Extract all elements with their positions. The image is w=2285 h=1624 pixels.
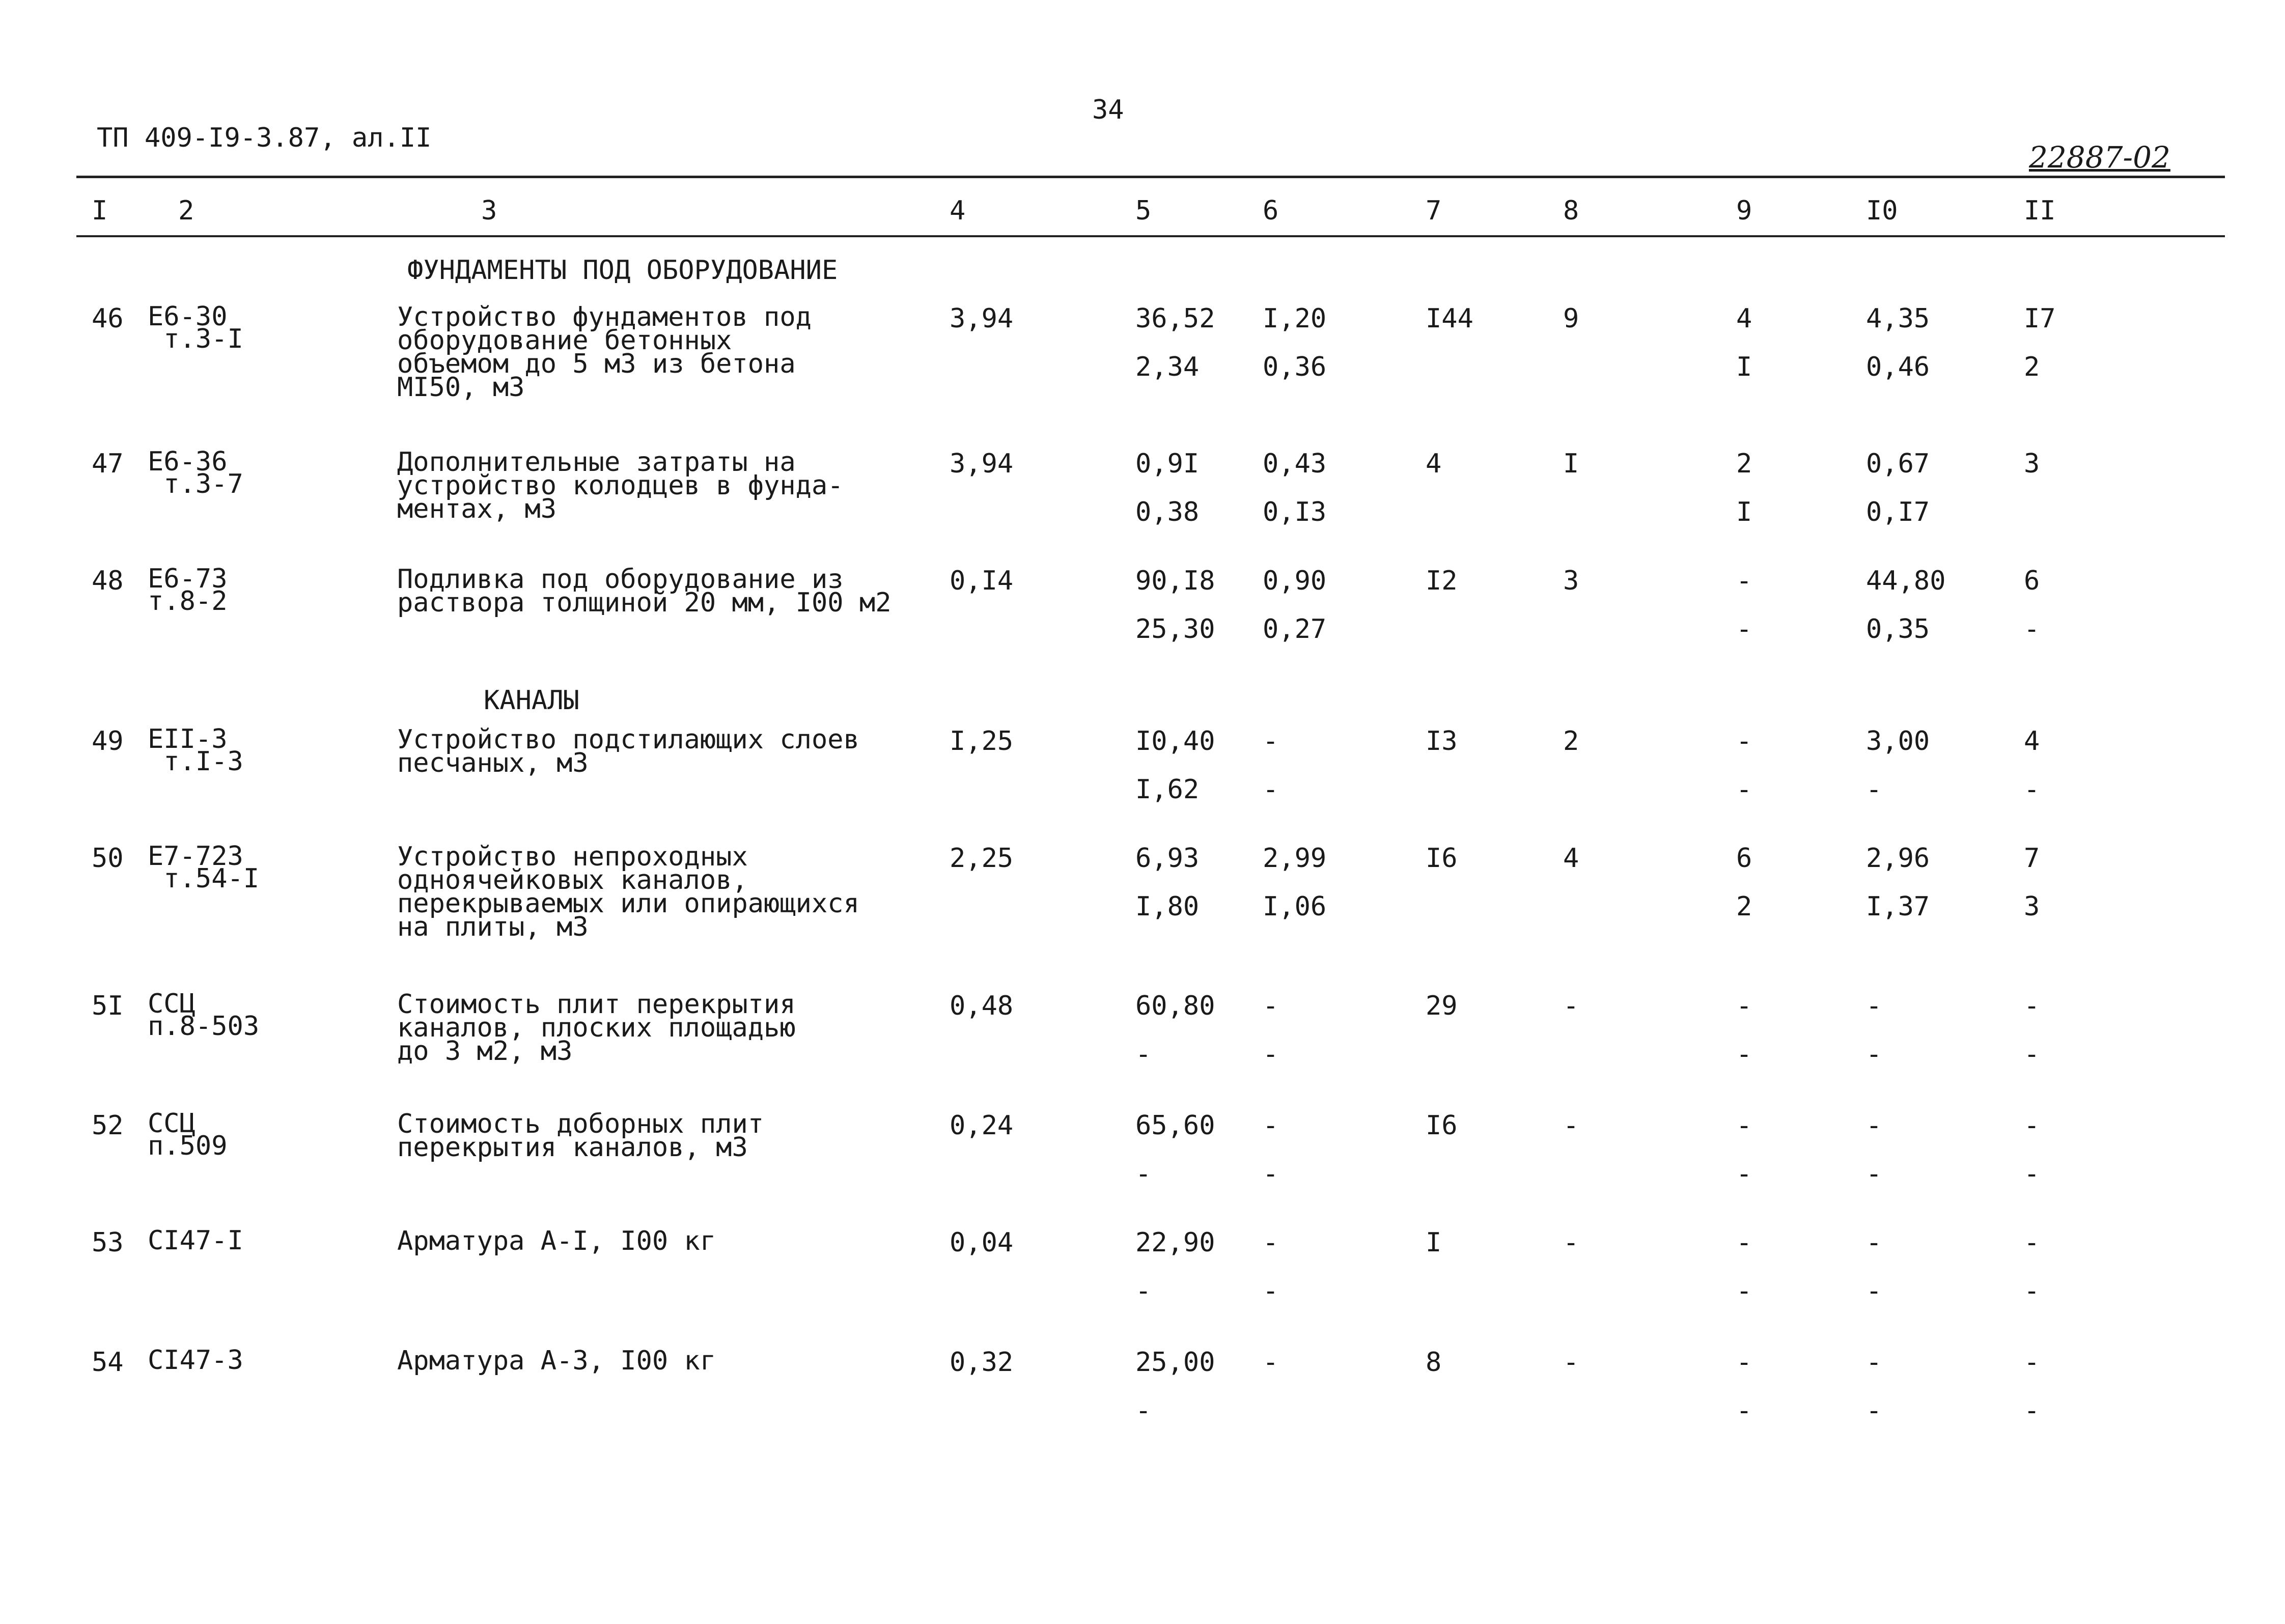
col-4-value: 0,32 — [950, 1347, 1014, 1378]
col-4-value: 2,25 — [950, 843, 1014, 874]
row-number: 54 — [92, 1347, 124, 1378]
col-10-subvalue: - — [1866, 1039, 1882, 1070]
col-6-value: - — [1263, 1347, 1279, 1378]
col-5-value: 60,80 — [1135, 991, 1215, 1021]
col-11-subvalue: - — [2024, 774, 2040, 805]
work-description: Устройство подстилающих слоев песчаных, м3 — [397, 724, 859, 778]
col-11-subvalue: 3 — [2024, 891, 2040, 922]
work-description: Арматура А-I, I00 кг — [397, 1226, 716, 1256]
col-5-subvalue: 2,34 — [1135, 352, 1200, 382]
col-5-value: 22,90 — [1135, 1227, 1215, 1258]
column-header-10: I0 — [1866, 195, 1898, 226]
col-5-subvalue: - — [1135, 1276, 1152, 1306]
table-row — [0, 841, 2285, 942]
col-11-value: 4 — [2024, 726, 2040, 757]
col-8-value: - — [1563, 1347, 1579, 1378]
table-row — [0, 1345, 2285, 1426]
col-10-value: 3,00 — [1866, 726, 1930, 757]
col-10-value: - — [1866, 991, 1882, 1021]
row-number: 49 — [92, 726, 124, 757]
col-9-subvalue: - — [1736, 1276, 1752, 1306]
rate-code: Е7-723 т.54-I — [148, 841, 260, 894]
col-11-value: - — [2024, 1347, 2040, 1378]
col-6-subvalue: - — [1263, 1276, 1279, 1306]
row-number: 53 — [92, 1227, 124, 1258]
col-6-subvalue: 0,I3 — [1263, 497, 1327, 527]
col-10-value: 2,96 — [1866, 843, 1930, 874]
col-7-value: I3 — [1426, 726, 1458, 757]
col-9-value: - — [1736, 726, 1752, 757]
col-10-subvalue: 0,35 — [1866, 614, 1930, 645]
table-row — [0, 1225, 2285, 1306]
rate-code: ССЦ п.8-503 — [148, 989, 260, 1042]
table-row — [0, 989, 2285, 1070]
col-6-value: - — [1263, 1110, 1279, 1141]
column-header-8: 8 — [1563, 195, 1579, 226]
col-6-value: 0,43 — [1263, 449, 1327, 479]
col-11-value: - — [2024, 1227, 2040, 1258]
row-number: 48 — [92, 566, 124, 596]
col-6-subvalue: 0,27 — [1263, 614, 1327, 645]
header-rule-bottom — [76, 235, 2225, 237]
section-title-foundations: ФУНДАМЕНТЫ ПОД ОБОРУДОВАНИЕ — [407, 255, 838, 286]
col-7-value: I6 — [1426, 843, 1458, 874]
col-11-subvalue: - — [2024, 1039, 2040, 1070]
col-6-value: - — [1263, 991, 1279, 1021]
col-9-value: - — [1736, 566, 1752, 596]
col-10-value: - — [1866, 1227, 1882, 1258]
col-9-subvalue: I — [1736, 497, 1752, 527]
col-5-subvalue: 0,38 — [1135, 497, 1200, 527]
column-header-7: 7 — [1426, 195, 1442, 226]
col-4-value: 3,94 — [950, 303, 1014, 334]
col-9-value: 6 — [1736, 843, 1752, 874]
col-7-value: 29 — [1426, 991, 1458, 1021]
col-9-subvalue: - — [1736, 774, 1752, 805]
header-rule-top — [76, 176, 2225, 178]
col-6-value: - — [1263, 726, 1279, 757]
col-6-subvalue: I,06 — [1263, 891, 1327, 922]
col-9-subvalue: - — [1736, 1395, 1752, 1426]
col-4-value: 0,48 — [950, 991, 1014, 1021]
row-number: 46 — [92, 303, 124, 334]
col-7-value: 4 — [1426, 449, 1442, 479]
col-5-value: 6,93 — [1135, 843, 1200, 874]
col-6-value: 2,99 — [1263, 843, 1327, 874]
col-5-subvalue: 25,30 — [1135, 614, 1215, 645]
work-description: Арматура А-3, I00 кг — [397, 1346, 716, 1376]
col-8-value: 4 — [1563, 843, 1579, 874]
column-header-6: 6 — [1263, 195, 1279, 226]
col-8-value: - — [1563, 1227, 1579, 1258]
work-description: Стоимость доборных плит перекрытия каналов, м3 — [397, 1109, 764, 1163]
table-row — [0, 301, 2285, 403]
col-4-value: 3,94 — [950, 449, 1014, 479]
col-6-subvalue: - — [1263, 774, 1279, 805]
col-8-value: I — [1563, 449, 1579, 479]
col-10-subvalue: 0,46 — [1866, 352, 1930, 382]
col-5-value: 65,60 — [1135, 1110, 1215, 1141]
col-10-value: - — [1866, 1110, 1882, 1141]
col-9-subvalue: - — [1736, 1159, 1752, 1189]
col-8-value: - — [1563, 1110, 1579, 1141]
col-11-subvalue: - — [2024, 614, 2040, 645]
table-row — [0, 724, 2285, 805]
table-row — [0, 446, 2285, 527]
col-6-subvalue: 0,36 — [1263, 352, 1327, 382]
col-7-value: 8 — [1426, 1347, 1442, 1378]
col-11-subvalue: 2 — [2024, 352, 2040, 382]
table-row — [0, 1108, 2285, 1189]
col-5-value: I0,40 — [1135, 726, 1215, 757]
col-6-value: I,20 — [1263, 303, 1327, 334]
col-11-value: - — [2024, 1110, 2040, 1141]
col-9-subvalue: - — [1736, 614, 1752, 645]
col-7-value: I2 — [1426, 566, 1458, 596]
col-7-value: I — [1426, 1227, 1442, 1258]
col-8-value: 2 — [1563, 726, 1579, 757]
column-header-3: 3 — [481, 195, 497, 226]
col-7-value: I44 — [1426, 303, 1473, 334]
col-11-subvalue: - — [2024, 1395, 2040, 1426]
col-4-value: 0,I4 — [950, 566, 1014, 596]
col-11-subvalue: - — [2024, 1159, 2040, 1189]
col-10-value: 4,35 — [1866, 303, 1930, 334]
col-5-subvalue: - — [1135, 1039, 1152, 1070]
col-5-value: 0,9I — [1135, 449, 1200, 479]
column-header-5: 5 — [1135, 195, 1152, 226]
column-header-2: 2 — [178, 195, 194, 226]
column-header-9: 9 — [1736, 195, 1752, 226]
col-5-subvalue: I,62 — [1135, 774, 1200, 805]
col-9-value: - — [1736, 1110, 1752, 1141]
col-10-subvalue: - — [1866, 1159, 1882, 1189]
rate-code: ЕII-3 т.I-3 — [148, 724, 243, 777]
col-8-value: - — [1563, 991, 1579, 1021]
col-6-value: - — [1263, 1227, 1279, 1258]
col-5-subvalue: - — [1135, 1159, 1152, 1189]
rate-code: Е6-36 т.3-7 — [148, 446, 243, 499]
rate-code: Е6-73 т.8-2 — [148, 564, 228, 617]
col-11-value: 7 — [2024, 843, 2040, 874]
col-10-subvalue: I,37 — [1866, 891, 1930, 922]
rate-code: ССЦ п.509 — [148, 1108, 228, 1161]
row-number: 52 — [92, 1110, 124, 1141]
page-number: 34 — [1092, 95, 1124, 125]
col-9-value: - — [1736, 1347, 1752, 1378]
col-11-value: - — [2024, 991, 2040, 1021]
col-5-value: 36,52 — [1135, 303, 1215, 334]
column-header-1: I — [92, 195, 108, 226]
col-10-value: - — [1866, 1347, 1882, 1378]
archive-stamp: 22887-02 — [2029, 140, 2170, 175]
col-9-value: 2 — [1736, 449, 1752, 479]
work-description: Устройство фундаментов под оборудование бетонных объемом до 5 м3 из бетона MI50, м3 — [397, 302, 812, 403]
table-row — [0, 564, 2285, 645]
col-7-value: I6 — [1426, 1110, 1458, 1141]
row-number: 50 — [92, 843, 124, 874]
col-6-value: 0,90 — [1263, 566, 1327, 596]
col-10-subvalue: 0,I7 — [1866, 497, 1930, 527]
document-code: ТП 409-I9-3.87, ал.II — [97, 123, 432, 153]
column-header-11: II — [2024, 195, 2056, 226]
col-9-value: - — [1736, 991, 1752, 1021]
col-9-subvalue: 2 — [1736, 891, 1752, 922]
rate-code: CI47-3 — [148, 1345, 243, 1376]
column-header-4: 4 — [950, 195, 966, 226]
row-number: 47 — [92, 449, 124, 479]
col-11-value: 3 — [2024, 449, 2040, 479]
col-11-value: 6 — [2024, 566, 2040, 596]
col-10-subvalue: - — [1866, 1395, 1882, 1426]
col-5-value: 25,00 — [1135, 1347, 1215, 1378]
col-9-value: 4 — [1736, 303, 1752, 334]
col-9-subvalue: - — [1736, 1039, 1752, 1070]
rate-code: CI47-I — [148, 1225, 243, 1256]
rate-code: Е6-30 т.3-I — [148, 301, 243, 354]
row-number: 5I — [92, 991, 124, 1021]
work-description: Дополнительные затраты на устройство колодцев в фунда- ментах, м3 — [397, 447, 844, 524]
col-9-subvalue: I — [1736, 352, 1752, 382]
col-5-subvalue: - — [1135, 1395, 1152, 1426]
col-4-value: 0,24 — [950, 1110, 1014, 1141]
col-5-subvalue: I,80 — [1135, 891, 1200, 922]
col-4-value: I,25 — [950, 726, 1014, 757]
col-8-value: 9 — [1563, 303, 1579, 334]
col-5-value: 90,I8 — [1135, 566, 1215, 596]
col-11-value: I7 — [2024, 303, 2056, 334]
col-6-subvalue: - — [1263, 1159, 1279, 1189]
col-4-value: 0,04 — [950, 1227, 1014, 1258]
col-9-value: - — [1736, 1227, 1752, 1258]
section-title-channels: КАНАЛЫ — [484, 685, 579, 716]
col-10-value: 0,67 — [1866, 449, 1930, 479]
col-10-subvalue: - — [1866, 1276, 1882, 1306]
work-description: Устройство непроходных одноячейковых каналов, перекрываемых или опирающихся на плиты, м3 — [397, 842, 859, 942]
work-description: Стоимость плит перекрытия каналов, плоских площадью до 3 м2, м3 — [397, 989, 796, 1067]
col-10-subvalue: - — [1866, 774, 1882, 805]
col-8-value: 3 — [1563, 566, 1579, 596]
col-6-subvalue: - — [1263, 1039, 1279, 1070]
work-description: Подливка под оборудование из раствора толщиной 20 мм, I00 м2 — [397, 564, 891, 618]
col-11-subvalue: - — [2024, 1276, 2040, 1306]
col-10-value: 44,80 — [1866, 566, 1946, 596]
